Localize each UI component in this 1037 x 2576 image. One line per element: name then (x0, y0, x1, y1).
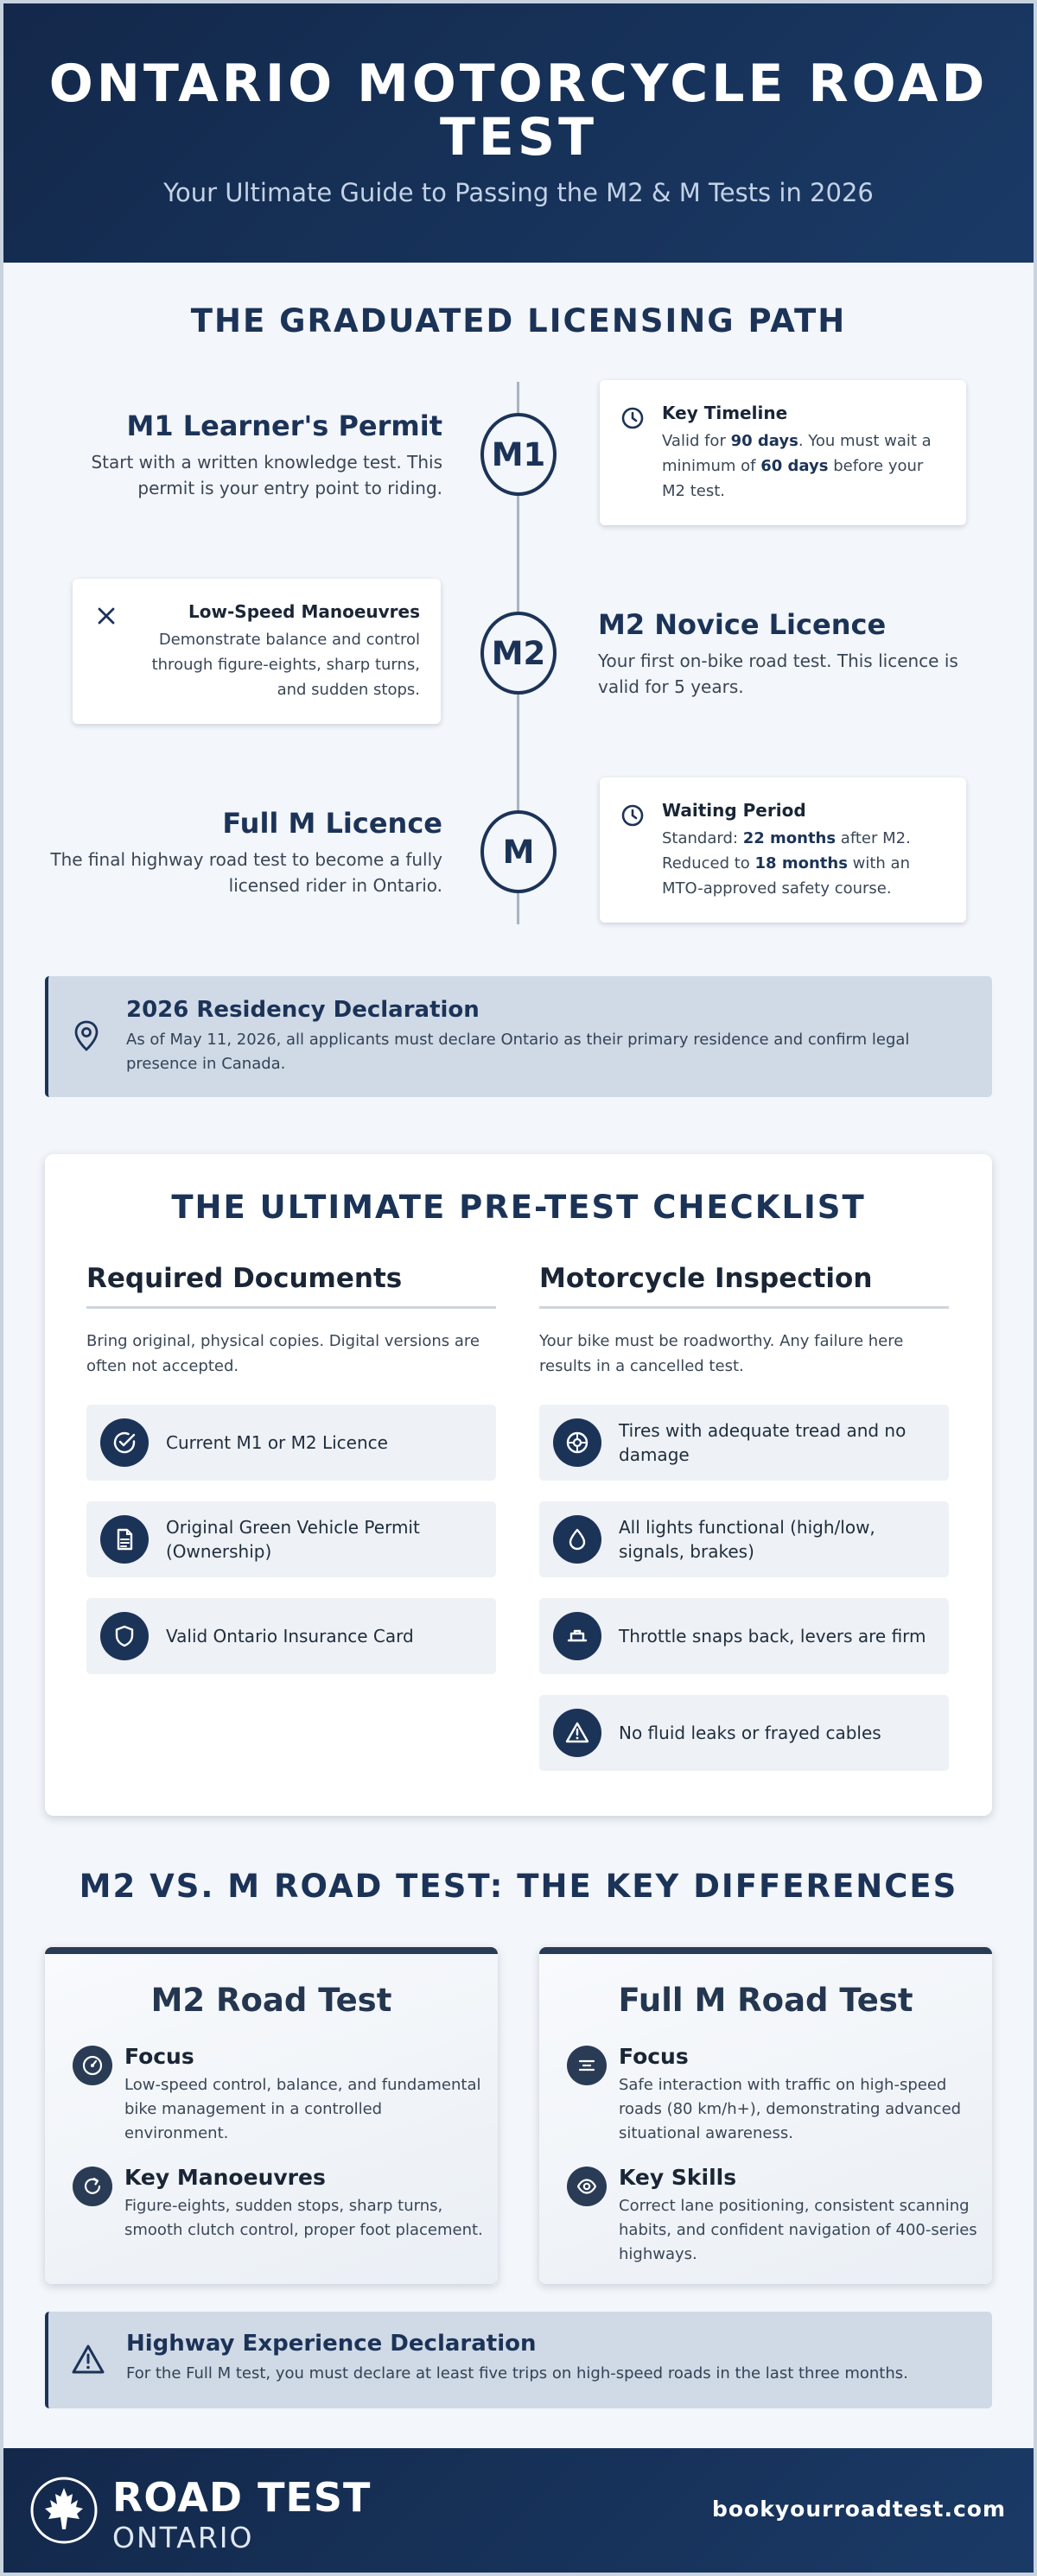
checklist-item-label: Current M1 or M2 Licence (166, 1432, 388, 1453)
m2-manoeuvres-heading: Key Manoeuvres (124, 2165, 326, 2190)
stage-title-m2: M2 Novice Licence (598, 608, 887, 641)
m2-road-test-card (45, 1947, 498, 2284)
page (3, 3, 1034, 2573)
refresh-icon (81, 2175, 104, 2198)
residency-text: As of May 11, 2026, all applicants must declare Ontario as their primary residence and confirm legal presence in Canada. (126, 1031, 910, 1073)
checklist-item[interactable] (539, 1501, 949, 1577)
clock-icon (620, 406, 645, 430)
waiting-period-text: Standard: 22 months after M2. Reduced to 18 months with an MTO-approved safety course. (662, 829, 911, 898)
m-skills-heading: Key Skills (619, 2165, 737, 2190)
road-icon (576, 2054, 598, 2077)
checklist-item-label: Valid Ontario Insurance Card (166, 1626, 414, 1646)
stage-text-m2: Your first on-bike road test. This licence is valid for 5 years. (598, 650, 958, 697)
stage-title-m: Full M Licence (222, 807, 442, 840)
highway-banner (45, 2312, 992, 2408)
checklist-item-label: Original Green Vehicle Permit (Ownership) (166, 1517, 420, 1562)
checklist-title: THE ULTIMATE PRE-TEST CHECKLIST (171, 1189, 866, 1226)
maple-leaf-icon (29, 2476, 99, 2545)
stage-text-m1: Start with a written knowledge test. This permit is your entry point to riding. (91, 452, 442, 498)
page-subtitle: Your Ultimate Guide to Passing the M2 & M Tests in 2026 (163, 178, 874, 207)
checklist-item[interactable] (86, 1598, 496, 1674)
inspection-divider (539, 1306, 949, 1309)
inspection-note: Your bike must be roadworthy. Any failure here results in a cancelled test. (539, 1332, 904, 1375)
checklist-item-label: Throttle snaps back, levers are firm (619, 1626, 926, 1646)
pre-test-checklist (45, 1154, 992, 1816)
m2-focus-heading: Focus (124, 2044, 194, 2069)
highway-text: For the Full M test, you must declare at least five trips on high-speed roads in the last three months. (126, 2364, 908, 2382)
check-circle-icon (111, 1430, 137, 1456)
warning-icon (71, 2343, 105, 2376)
key-timeline-title: Key Timeline (662, 403, 788, 423)
residency-title: 2026 Residency Declaration (126, 997, 480, 1023)
documents-heading: Required Documents (86, 1263, 403, 1294)
tire-icon (564, 1430, 590, 1456)
checklist-item[interactable] (86, 1405, 496, 1481)
close-icon (95, 605, 118, 627)
gauge-icon (81, 2054, 104, 2077)
low-speed-manoeuvres-text: Demonstrate balance and control through figure-eights, sharp turns, and sudden stops. (151, 631, 420, 699)
m-skills-text: Correct lane positioning, consistent scanning habits, and confident navigation of 400-series highways. (619, 2197, 977, 2263)
m-focus-heading: Focus (619, 2044, 689, 2069)
checklist-item-label: No fluid leaks or frayed cables (619, 1723, 881, 1743)
low-speed-manoeuvres-title: Low-Speed Manoeuvres (188, 601, 420, 622)
checklist-item-label: Tires with adequate tread and no damage (619, 1420, 907, 1465)
checklist-item[interactable] (86, 1501, 496, 1577)
page-title: ONTARIO MOTORCYCLE ROAD TEST (48, 54, 989, 168)
checklist-item[interactable] (539, 1405, 949, 1481)
waiting-period-card (600, 777, 966, 923)
comparison-title: M2 VS. M ROAD TEST: THE KEY DIFFERENCES (79, 1868, 958, 1905)
checklist-item-label: All lights functional (high/low, signals, brakes) (619, 1517, 875, 1562)
location-pin-icon (73, 1019, 100, 1052)
stage-badge-m2: M2 (480, 612, 557, 695)
waiting-period-title: Waiting Period (662, 800, 806, 821)
stage-title-m1: M1 Learner's Permit (126, 409, 442, 442)
residency-banner (45, 976, 992, 1097)
m-road-test-card (539, 1947, 992, 2284)
checklist-item[interactable] (539, 1695, 949, 1771)
inspection-heading: Motorcycle Inspection (539, 1263, 873, 1294)
footer-brand-line1: ROAD TEST (112, 2474, 372, 2521)
eye-icon (576, 2175, 598, 2198)
stage-badge-m1: M1 (480, 413, 557, 496)
warning-icon (564, 1720, 590, 1746)
checklist-item[interactable] (539, 1598, 949, 1674)
m2-card-title: M2 Road Test (150, 1982, 392, 2019)
stage-text-m: The final highway road test to become a fully licensed rider in Ontario. (50, 849, 442, 896)
footer (3, 2448, 1034, 2573)
documents-divider (86, 1306, 496, 1309)
footer-brand-line2: ONTARIO (112, 2521, 254, 2554)
shield-icon (111, 1623, 137, 1649)
document-icon (111, 1526, 137, 1552)
highway-title: Highway Experience Declaration (126, 2331, 537, 2357)
m-card-title: Full M Road Test (618, 1982, 913, 2019)
m2-manoeuvres-text: Figure-eights, sudden stops, sharp turns, smooth clutch control, proper foot placement. (124, 2197, 483, 2239)
hero-header (3, 3, 1034, 263)
drop-icon (564, 1526, 590, 1552)
stage-badge-m: M (480, 810, 557, 893)
key-timeline-text: Valid for 90 days. You must wait a minimum of 60 days before your M2 test. (662, 432, 932, 500)
handlebar-icon (564, 1623, 590, 1649)
documents-note: Bring original, physical copies. Digital versions are often not accepted. (86, 1332, 480, 1375)
low-speed-manoeuvres-card (73, 579, 441, 724)
m2-focus-text: Low-speed control, balance, and fundamental bike management in a controlled environment. (124, 2076, 481, 2142)
key-timeline-card (600, 380, 966, 525)
clock-icon (620, 803, 645, 828)
m-focus-text: Safe interaction with traffic on high-speed roads (80 km/h+), demonstrating advanced situational awareness. (619, 2076, 962, 2142)
footer-website-link[interactable]: bookyourroadtest.com (711, 2497, 1006, 2522)
licensing-section-title: THE GRADUATED LICENSING PATH (190, 302, 847, 339)
